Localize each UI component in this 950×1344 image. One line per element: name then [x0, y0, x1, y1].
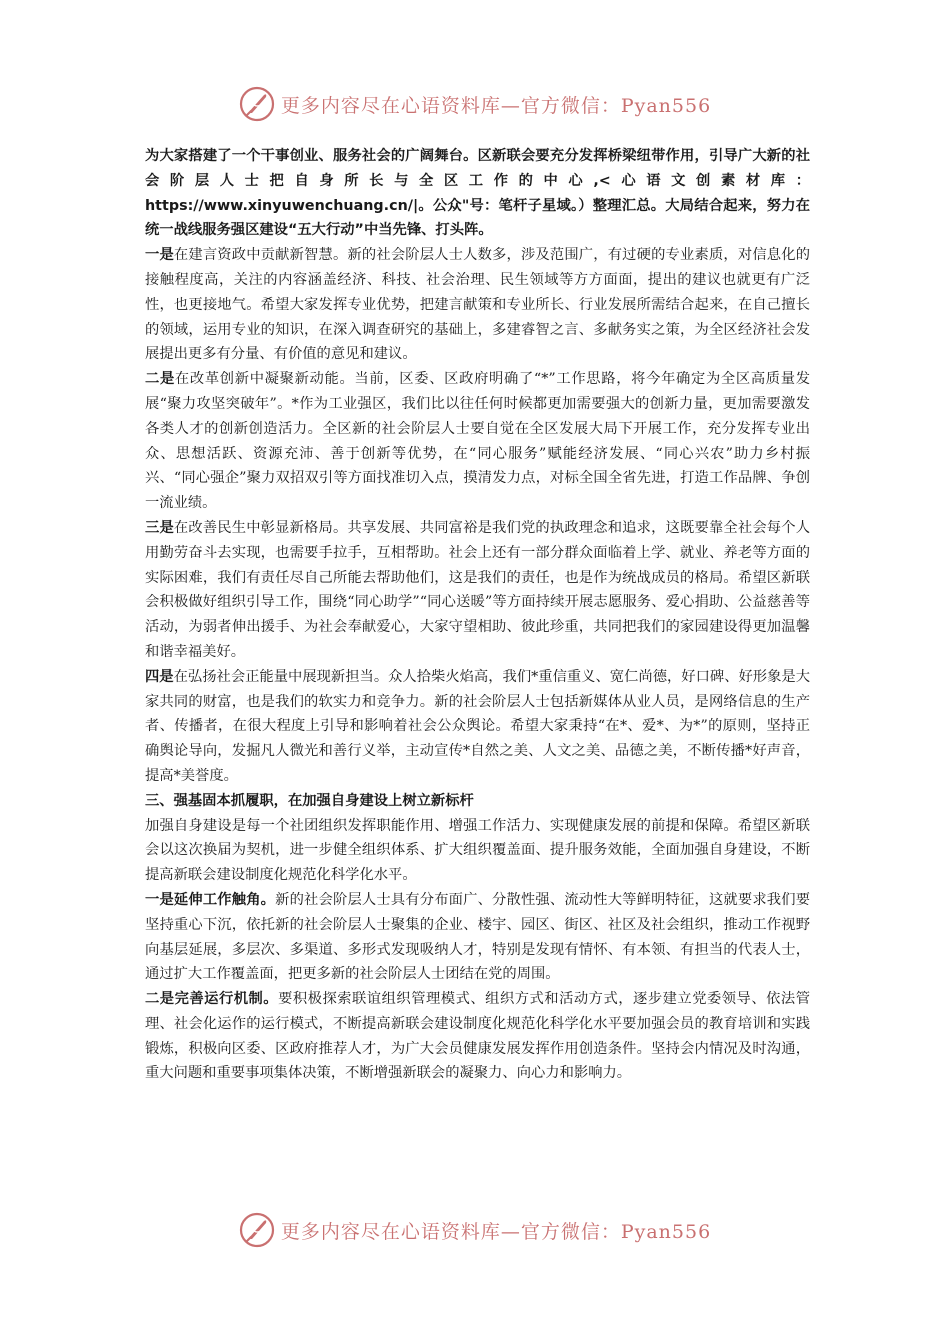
- paragraph-text: 在改革创新中凝聚新动能。当前，区委、区政府明确了“*”工作思路，将今年确定为全区高质量发展“聚力攻坚突破年”。*作为工业强区，我们比以往任何时候都更加需要强大的创新力量，更加需要激发各类人才的创新创造活力。全区新的社会阶层人士要自觉在全区发展大局下开展工作，充分发挥专业出众、思想活跃、资源充沛、善于创新等优势，在“同心服务”赋能经济发展、“同心兴农”助力乡村振兴、“同心强企”聚力双招双引等方面找准切入点，摸清发力点，对标全国全省先进，打造工作品牌、争创一流业绩。: [145, 371, 811, 512]
- intro-paragraph: 为大家搭建了一个干事创业、服务社会的广阔舞台。区新联会要充分发挥桥梁纽带作用，引导广大新的社会阶层人士把自身所长与全区工作的中心,<心语文创素材库：https://www.xinyuwenchuang.cn/|。公众"号：笔杆子星域。）整理汇总。大局结合起来，努力在统一战线服务强区建设“五大行动”中当先锋、打头阵。: [145, 148, 810, 239]
- footer-banner: [0, 1208, 950, 1252]
- paragraph-text: 在建言资政中贡献新智慧。新的社会阶层人士人数多，涉及范围广，有过硬的专业素质，对信息化的接触程度高，关注的内容涵盖经济、科技、社会治理、民生领域等方方面面，提出的建议也就更有广泛性，也更接地气。希望大家发挥专业优势，把建言献策和专业所长、行业发展所需结合起来，在自己擅长的领域，运用专业的知识，在深入调查研究的基础上，多建睿智之言、多献务实之策，为全区经济社会发展提出更多有分量、有价值的意见和建议。: [145, 247, 810, 363]
- section-heading: 三、强基固本抓履职，在加强自身建设上树立新标杆: [145, 792, 474, 809]
- paragraph-lead: 二是: [145, 371, 175, 388]
- item-lead: 一是延伸工作触角。: [145, 891, 276, 908]
- header-banner: [0, 82, 950, 126]
- paragraph-2: [145, 367, 810, 516]
- paragraph-3: [145, 516, 810, 665]
- paragraph-lead: 四是: [145, 668, 174, 685]
- paragraph-4: [145, 665, 810, 789]
- item-lead: 二是完善运行机制。: [145, 991, 279, 1008]
- section-item-2: [145, 987, 810, 1086]
- paragraph-text: 在弘扬社会正能量中展现新担当。众人拾柴火焰高，我们*重信重义、宽仁尚德，好口碑、好形象是大家共同的财富，也是我们的软实力和竞争力。新的社会阶层人士包括新媒体从业人员，是网络信息的生产者、传播者，在很大程度上引导和影响着社会公众舆论。希望大家秉持“在*、爱*、为*”的原则，坚持正确舆论导向，发掘凡人微光和善行义举，主动宣传*自然之美、人文之美、品德之美，不断传播*好声音，提高*美誉度。: [145, 668, 810, 784]
- section-item-1: [145, 888, 810, 987]
- quill-logo-icon: [239, 86, 275, 122]
- paragraph-lead: 一是: [145, 247, 174, 264]
- paragraph-lead: 三是: [145, 519, 174, 536]
- item-text: 新的社会阶层人士具有分布面广、分散性强、流动性大等鲜明特征，这就要求我们要坚持重心下沉，依托新的社会阶层人士聚集的企业、楼宇、园区、街区、社区及社会组织，推动工作视野向基层延展，多层次、多渠道、多形式发现吸纳人才，特别是发现有情怀、有本领、有担当的代表人士，通过扩大工作覆盖面，把更多新的社会阶层人士团结在党的周围。: [145, 891, 810, 983]
- paragraph-text: 在改善民生中彰显新格局。共享发展、共同富裕是我们党的执政理念和追求，这既要靠全社会每个人用勤劳奋斗去实现，也需要手拉手，互相帮助。社会上还有一部分群众面临着上学、就业、养老等方面的实际困难，我们有责任尽自己所能去帮助他们，这是我们的责任，也是作为统战成员的格局。希望区新联会积极做好组织引导工作，围绕“同心助学”“同心送暖”等方面持续开展志愿服务、爱心捐助、公益慈善等活动，为弱者伸出援手、为社会奉献爱心，大家守望相助、彼此珍重，共同把我们的家园建设得更加温馨和谐幸福美好。: [145, 519, 810, 660]
- banner-text: 更多内容尽在心语资料库—官方微信：Pyan556: [280, 1220, 712, 1243]
- paragraph-1: [145, 243, 810, 367]
- section-intro: 加强自身建设是每一个社团组织发挥职能作用、增强工作活力、实现健康发展的前提和保障。希望区新联会以这次换届为契机，进一步健全组织体系、扩大组织覆盖面、提升服务效能，全面加强自身建设，不断提高新联会建设制度化规范化科学化水平。: [145, 817, 810, 884]
- banner-text: 更多内容尽在心语资料库—官方微信：Pyan556: [280, 94, 712, 117]
- document-body: [145, 144, 810, 1086]
- item-text: 要积极探索联谊组织管理模式、组织方式和活动方式，逐步建立党委领导、依法管理、社会化运作的运行模式，不断提高新联会建设制度化规范化科学化水平要加强会员的教育培训和实践锻炼，积极向区委、区政府推荐人才，为广大会员健康发展发挥作用创造条件。坚持会内情况及时沟通，重大问题和重要事项集体决策，不断增强新联会的凝聚力、向心力和影响力。: [145, 991, 811, 1082]
- quill-logo-icon: [239, 1212, 275, 1248]
